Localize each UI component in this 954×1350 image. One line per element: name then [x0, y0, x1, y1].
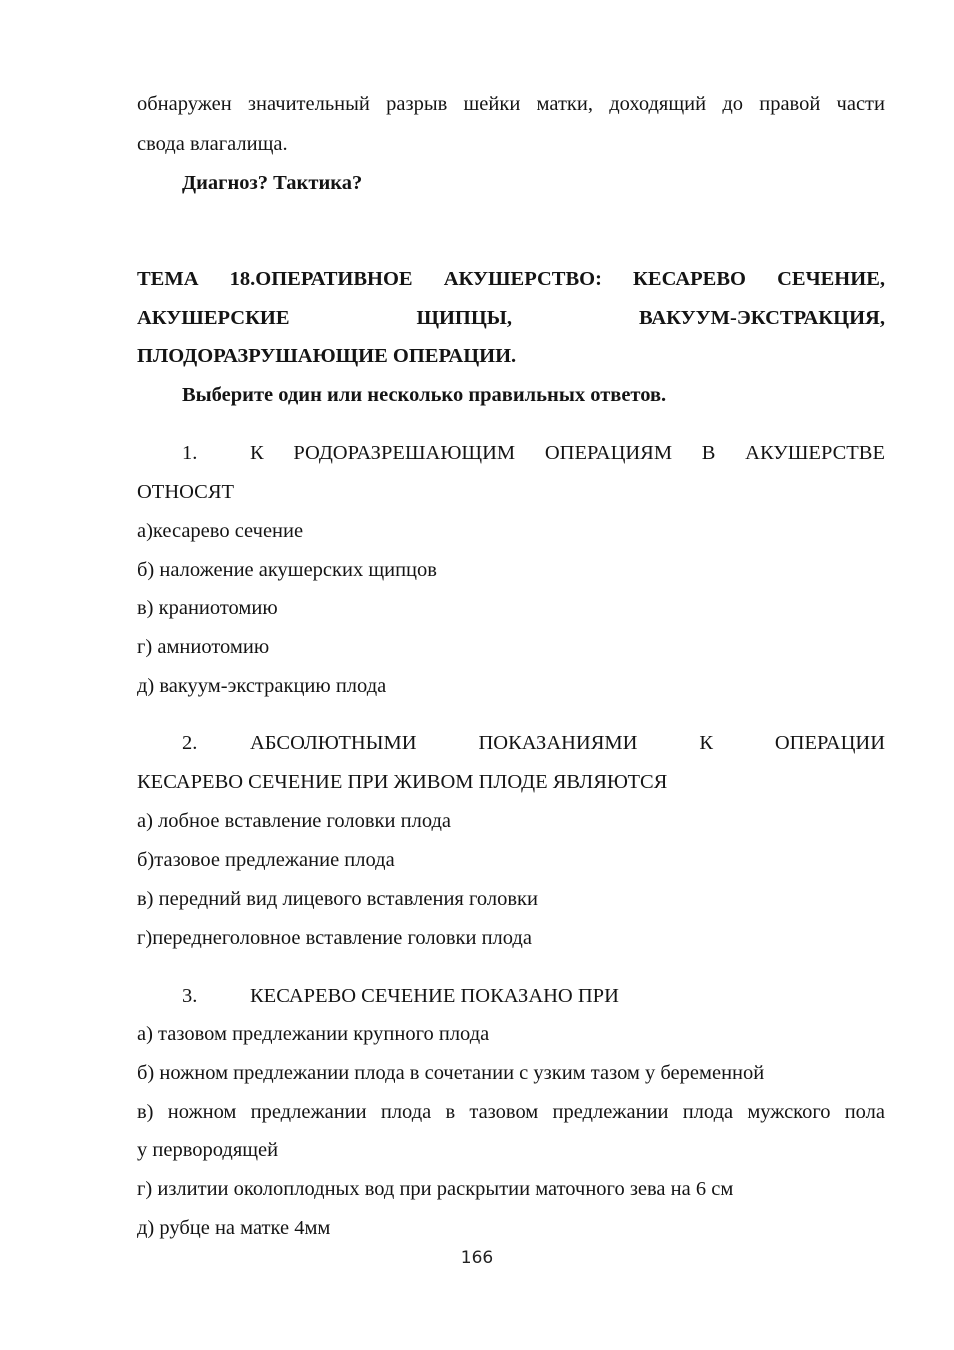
answer-option: в) краниотомию: [137, 597, 278, 619]
answer-option: г) амниотомию: [137, 636, 270, 658]
topic-title-word: ВАКУУМ-ЭКСТРАКЦИЯ,: [638, 307, 885, 329]
answer-option: в) передний вид лицевого вставления головки: [137, 888, 538, 910]
answer-option-continuation: у первородящей: [137, 1139, 279, 1161]
topic-title-line-1: ТЕМА 18.ОПЕРАТИВНОЕ АКУШЕРСТВО: КЕСАРЕВО СЕЧЕНИЕ,: [137, 268, 885, 290]
question-number: 2.: [182, 732, 198, 754]
answer-option: б)тазовое предлежание плода: [137, 849, 395, 871]
page-number: 166: [460, 1248, 494, 1268]
question-2-line-2: КЕСАРЕВО СЕЧЕНИЕ ПРИ ЖИВОМ ПЛОДЕ ЯВЛЯЮТСЯ: [137, 771, 668, 793]
case-question: Диагноз? Тактика?: [182, 172, 363, 194]
continuation-line-1: обнаружен значительный разрыв шейки матки, доходящий до правой части: [137, 93, 885, 115]
topic-title-word: АКУШЕРСКИЕ: [137, 307, 290, 329]
question-1-line-2: ОТНОСЯТ: [137, 481, 235, 503]
answer-option: д) рубце на матке 4мм: [137, 1217, 331, 1239]
question-2-line-1: [182, 731, 885, 755]
question-number: 3.: [182, 985, 198, 1007]
question-text: КЕСАРЕВО СЕЧЕНИЕ ПОКАЗАНО ПРИ: [250, 985, 619, 1007]
question-text: К РОДОРАЗРЕШАЮЩИМ ОПЕРАЦИЯМ В АКУШЕРСТВЕ: [250, 442, 885, 464]
topic-title-word: ЩИПЦЫ,: [416, 307, 513, 329]
answer-option: а)кесарево сечение: [137, 520, 304, 542]
question-3-line-1: [182, 984, 885, 1008]
topic-title-line-2: [137, 306, 885, 330]
answer-option: в) ножном предлежании плода в тазовом предлежании плода мужского пола: [137, 1101, 885, 1123]
instruction: Выберите один или несколько правильных ответов.: [182, 384, 667, 406]
question-1-line-1: [182, 441, 885, 465]
question-number: 1.: [182, 442, 198, 464]
answer-option: г) излитии околоплодных вод при раскрытии маточного зева на 6 см: [137, 1178, 734, 1200]
answer-option: д) вакуум-экстракцию плода: [137, 675, 387, 697]
answer-option: г)переднеголовное вставление головки плода: [137, 927, 532, 949]
answer-option: а) тазовом предлежании крупного плода: [137, 1023, 490, 1045]
answer-option: б) наложение акушерских щипцов: [137, 559, 437, 581]
question-text: АБСОЛЮТНЫМИ ПОКАЗАНИЯМИ К ОПЕРАЦИИ: [250, 732, 885, 754]
continuation-line-2: свода влагалища.: [137, 133, 288, 155]
answer-option: а) лобное вставление головки плода: [137, 810, 452, 832]
answer-option: б) ножном предлежании плода в сочетании с узким тазом у беременной: [137, 1062, 765, 1084]
topic-title-line-3: ПЛОДОРАЗРУШАЮЩИЕ ОПЕРАЦИИ.: [137, 345, 517, 367]
